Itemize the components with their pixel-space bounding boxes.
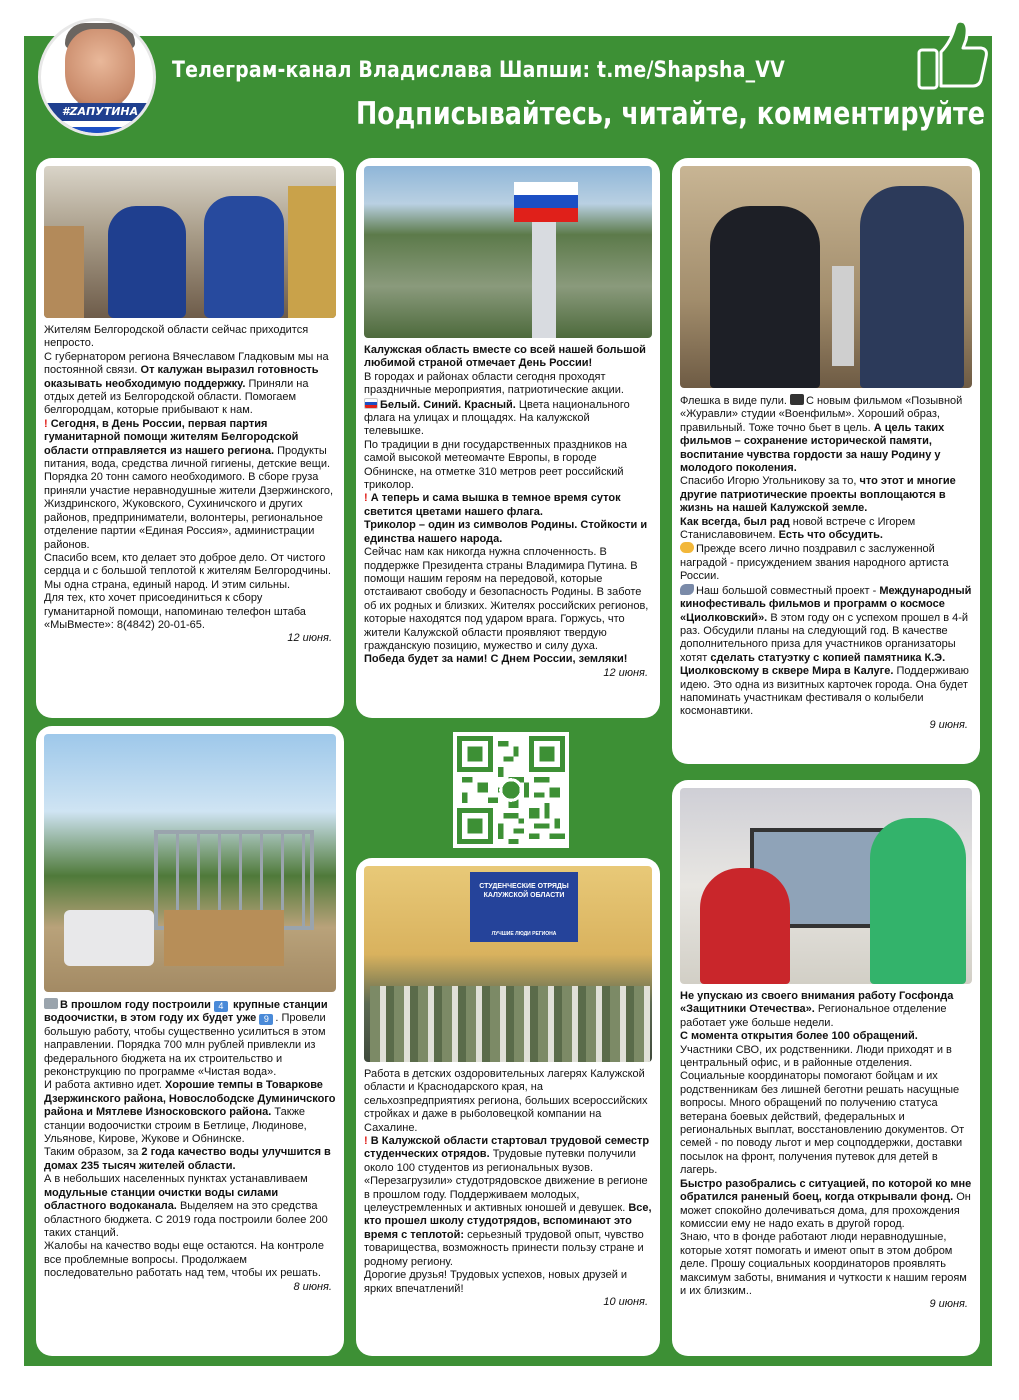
post-2-line	[364, 492, 652, 519]
post-1-date: 12 июня.	[287, 632, 332, 645]
faucet-icon	[44, 998, 58, 1009]
post-3-line	[680, 475, 972, 515]
text-span: Трудовые путевки получили около 100 студентов из региональных вузов.	[364, 1148, 636, 1174]
post-card-2	[356, 158, 660, 718]
person-left	[710, 206, 820, 388]
text-span: Он может спокойно долечиваться дома, для прохождения комиссии ему не надо ехать в другой город.	[680, 1191, 971, 1230]
exclamation-icon: !	[364, 492, 368, 505]
text-span: В прошлом году построили	[60, 999, 211, 1011]
post-6-line: Социальные координаторы помогают бойцам и их родственникам без лишней беготни решать насущные вопросы. Много обращений по получению статуса ветерана боевых действий, федеральных и региональных выплат, восстановлению документов. От семей - по поводу льгот и мер соцподдержки, доставки посылок на фронт, получения путевок для детей в лагерь.	[680, 1070, 965, 1177]
text-span: С губернатором региона Вячеславом Гладковым мы на постоянной связи.	[44, 350, 329, 377]
post-4-photo	[44, 734, 336, 992]
bags	[64, 910, 154, 966]
tv-tower	[532, 222, 556, 338]
text-span: Участники СВО, их родственники. Люди приходят и в центральный офис, и в районные отделения.	[680, 1043, 952, 1070]
clapperboard-icon	[790, 394, 804, 405]
text-span: С новым фильмом «Позывной «Журавли» студии «Военфильм». Хороший образ, правильный. Тоже точно бьет в цель.	[680, 395, 963, 434]
post-1-line: Для тех, кто хочет присоединиться к сбору гуманитарной помощи, напоминаю телефон штаба «МыВместе»: 8(4842) 20-01-65.	[44, 592, 306, 631]
post-1-line	[44, 418, 336, 552]
post-2-line	[364, 653, 652, 666]
text-span: Триколор – один из символов Родины. Стойкости и единства нашего народа.	[364, 519, 648, 545]
number-4-icon: 4	[214, 1001, 228, 1012]
post-5-text	[364, 1068, 652, 1309]
post-3-text	[680, 394, 972, 732]
text-span: Международный кинофестиваль фильмов и программ о космосе «Циолковский».	[680, 584, 972, 624]
exclamation-icon: !	[44, 417, 48, 430]
post-6-line	[680, 1178, 972, 1232]
post-card-5	[356, 858, 660, 1356]
handshake-icon	[680, 542, 694, 553]
avatar-face	[65, 29, 135, 109]
post-3-line	[680, 584, 972, 719]
text-span: Есть что обсудить.	[778, 529, 883, 542]
number-9-icon: 9	[259, 1014, 273, 1025]
text-span: Не упускаю из своего внимания работу Госфонда «Защитники Отечества».	[680, 990, 954, 1016]
post-4-line: Жалобы на качество воды еще остаются. На контроле все проблемные вопросы. Продолжаем последовательно работать над тем, чтобы их решать.	[44, 1240, 324, 1280]
text-span: От калужан выразил готовность оказывать необходимую поддержку.	[44, 364, 319, 390]
text-span: Калужская область вместе со всей нашей большой любимой страной отмечает День России!	[364, 344, 646, 370]
post-6-line	[680, 990, 972, 1030]
qr-code[interactable]	[453, 732, 569, 848]
post-4-text	[44, 998, 336, 1294]
crowd	[370, 986, 650, 1062]
post-5-photo	[364, 866, 652, 1062]
post-2-text	[364, 344, 652, 680]
text-span: В Калужской области стартовал трудовой семестр студенческих отрядов.	[364, 1135, 650, 1161]
post-4-line	[44, 1173, 336, 1240]
text-span: Таким образом, за	[44, 1146, 139, 1159]
call-to-action: Подписывайтесь, читайте, комментируйте	[356, 96, 985, 132]
post-2-line: Сейчас нам как никогда нужна сплоченность. В поддержке Президента страны Владимира Путина. В помощи нашим героям на передовой, которые отстаивают свободу и безопасность Родины. В заботе об их родных и близких. Жителях российских регионов, которые находятся под ударом врага. Горжусь, что жители Калужской области проявляют твердую гражданскую позицию, мужество и силу духа.	[364, 546, 649, 652]
post-1-photo	[44, 166, 336, 318]
text-span: Продукты питания, вода, средства личной гигиены, детские вещи. Порядка 20 тонн самого необходимого. В сборе груза приняли участие неравнодушные жители Дзержинского, Жиздринского, Жуковского, Сухиничского и других районов, предприниматели, волонтеры, региональное отделение партии «Единая Россия», администрации районов.	[44, 444, 334, 551]
post-card-1	[36, 158, 344, 718]
cargo-boxes	[44, 226, 84, 318]
text-span: Также станции водоочистки строим в Бетлице, Людинове, Ульянове, Кирове, Жукове и Обнинске.	[44, 1106, 307, 1146]
text-span: модульные станции очистки воды силами областного водоканала.	[44, 1186, 279, 1213]
text-span: А цель таких фильмов – сохранение исторической памяти, воспитание чувства гордости за нашу Родину у молодого поколения.	[680, 421, 945, 475]
post-5-line: Работа в детских оздоровительных лагерях Калужской области и Краснодарского края, на сельхозпредприятиях региона, больших всероссийских стройках и даже в рыболовецкой компании на Сахалине.	[364, 1068, 648, 1134]
text-span: Хорошие темпы в Товаркове Дзержинского района, Новослободске Думиничского района и Мятлеве Износковского района.	[44, 1079, 336, 1119]
text-span: новой встрече с Игорем Станиславовичем.	[680, 515, 916, 542]
text-span: «Перезагрузили» студотрядовское движение в регионе в прошлом году. Поддерживаем молодых, целеустремленных и активных юношей и девушек.	[364, 1175, 648, 1215]
post-3-date: 9 июня.	[929, 718, 968, 731]
post-1-line	[44, 351, 336, 418]
post-5-line	[364, 1135, 652, 1175]
text-span: Все, кто прошел школу студотрядов, вспоминают это время с теплотой:	[364, 1202, 652, 1241]
post-5-line	[364, 1175, 652, 1269]
post-6-date: 9 июня.	[929, 1298, 968, 1311]
post-3-line	[680, 542, 972, 583]
text-span: серьезный трудовой опыт, чувство товарищества, возможность принести пользу стране и родному региону.	[364, 1228, 644, 1268]
text-span: сделать статуэтку с копией памятника К.Э. Циолковскому в сквере Мира в Калуге.	[680, 651, 946, 678]
cargo-boxes	[288, 186, 336, 318]
post-1-line: Жителям Белгородской области сейчас приходится непросто.	[44, 324, 309, 350]
post-2-line	[364, 344, 652, 371]
post-2-line	[364, 398, 652, 439]
text-span: Прежде всего лично поздравил с заслуженной наградой - присуждением звания народного артиста России.	[680, 543, 949, 583]
text-span: Флешка в виде пули.	[680, 395, 787, 407]
post-4-line	[44, 1079, 336, 1146]
post-1-text	[44, 324, 336, 646]
text-span: Региональное отделение работает уже больше недели.	[680, 1003, 947, 1029]
post-6-text	[680, 990, 972, 1312]
post-4-line	[44, 1146, 336, 1173]
avatar-hashtag: #ZAПУТИНА	[47, 103, 153, 121]
post-card-4	[36, 726, 344, 1356]
post-2-photo	[364, 166, 652, 338]
post-3-line	[680, 516, 972, 543]
thumbs-up-icon	[915, 16, 991, 92]
text-span: Как всегда, был рад	[680, 515, 790, 528]
text-span: И работа активно идет.	[44, 1079, 162, 1092]
russian-flag-icon	[364, 398, 378, 409]
text-span: 2 года качество воды улучшится в домах 235 тысяч жителей области.	[44, 1146, 331, 1172]
text-span: Быстро разобрались с ситуацией, по которой ко мне обратился раненый боец, когда открывали фонд.	[680, 1177, 972, 1204]
text-span: Выделяем на это средства областного бюджета. С 2019 года построили более 200 таких станций.	[44, 1200, 328, 1239]
rocket-icon	[680, 584, 694, 595]
banner-title: СТУДЕНЧЕСКИЕ ОТРЯДЫ КАЛУЖСКОЙ ОБЛАСТИ	[479, 883, 569, 899]
person-red-jacket	[700, 868, 790, 984]
post-1-line: Спасибо всем, кто делает это доброе дело. От чистого сердца и с большой теплотой к жителям Белгородчины. Мы одна страна, единый народ. И этим сильны.	[44, 551, 331, 591]
qr-code-image	[457, 736, 565, 844]
post-card-3	[672, 158, 980, 764]
text-span: В этом году он с успехом прошел в 4-й раз. Обсудили планы на следующий год. В качестве дополнительного приза для участников организаторы хотят	[680, 611, 969, 664]
post-2-line: По традиции в дни государственных праздников на самой высокой метеомачте Европы, в городе Обнинске, на отметке 310 метров реет российский триколор.	[364, 438, 627, 492]
post-6-line	[680, 1030, 972, 1070]
text-span: Приняли на отдых детей из Белгородской области. Помогаем белгородцам, которые прибывают к нам.	[44, 377, 309, 417]
post-4-date: 8 июня.	[293, 1280, 332, 1293]
banner-subtitle: ЛУЧШИЕ ЛЮДИ РЕГИОНА	[491, 931, 557, 937]
post-6-line: Знаю, что в фонде работают люди неравнодушные, которые хотят помогать и имеют опыт в этом добром деле. Прошу социальных координаторов проявлять максимум заботы, внимания и чуткости к нашим героям и их близким..	[680, 1231, 967, 1297]
post-3-line	[680, 394, 972, 475]
post-2-line	[364, 519, 652, 546]
text-span: Спасибо Игорю Угольникову за то,	[680, 475, 857, 488]
person-right	[860, 186, 964, 388]
russian-flag-icon	[47, 121, 153, 136]
avatar[interactable]	[38, 18, 156, 136]
channel-link[interactable]: Телеграм-канал Владислава Шапши: t.me/Shapsha_VV	[172, 58, 785, 83]
text-span: Поддерживаю идею. Это одна из визитных карточек города. Она будет напоминать участникам фестиваля о колыбели космонавтики.	[680, 665, 969, 718]
volunteer-figure	[204, 196, 284, 318]
volunteer-figure	[108, 206, 186, 318]
text-span: А в небольших населенных пунктах устанавливаем	[44, 1173, 308, 1186]
text-span: Сегодня, в День России, первая партия гуманитарной помощи жителям Белгородской области отправляется из нашего региона.	[44, 417, 299, 457]
post-2-line: В городах и районах области сегодня проходят праздничные мероприятия, патриотические акции.	[364, 370, 624, 397]
text-span: . Провели большую работу, чтобы существенно усилиться в этом направлении. Порядка 700 млн рублей привлекли из федерального бюджета на их строительство и реконструкцию по программе «Чистая вода».	[44, 1012, 326, 1079]
text-span: А теперь и сама вышка в темное время суток светится цветами нашего флага.	[364, 492, 621, 518]
post-5-date: 10 июня.	[603, 1295, 648, 1308]
crates	[164, 910, 284, 966]
text-span: что этот и многие другие патриотические проекты воплощаются в жизнь на нашей Калужской земле.	[680, 475, 956, 515]
text-span: Цвета национального флага на улицах и площадях. На калужской телевышке.	[364, 398, 630, 438]
banner	[470, 872, 578, 942]
flag-on-tower	[514, 182, 578, 222]
text-span: крупные станции водоочистки, в этом году их будет уже	[44, 999, 328, 1025]
post-card-6	[672, 780, 980, 1356]
post-6-photo	[680, 788, 972, 984]
text-span: Наш большой совместный проект -	[696, 584, 877, 597]
header	[0, 0, 1019, 150]
text-span: Белый. Синий. Красный.	[380, 398, 516, 411]
text-span: Победа будет за нами! С Днем России, земляки!	[364, 653, 628, 666]
post-2-date: 12 июня.	[603, 666, 648, 679]
person-green-shirt	[870, 818, 966, 984]
text-span: С момента открытия более 100 обращений.	[680, 1030, 918, 1043]
statuette	[832, 266, 854, 366]
post-5-line: Дорогие друзья! Трудовых успехов, новых друзей и ярких впечатлений!	[364, 1269, 628, 1295]
exclamation-icon: !	[364, 1135, 368, 1148]
post-3-photo	[680, 166, 972, 388]
post-4-line	[44, 998, 336, 1079]
